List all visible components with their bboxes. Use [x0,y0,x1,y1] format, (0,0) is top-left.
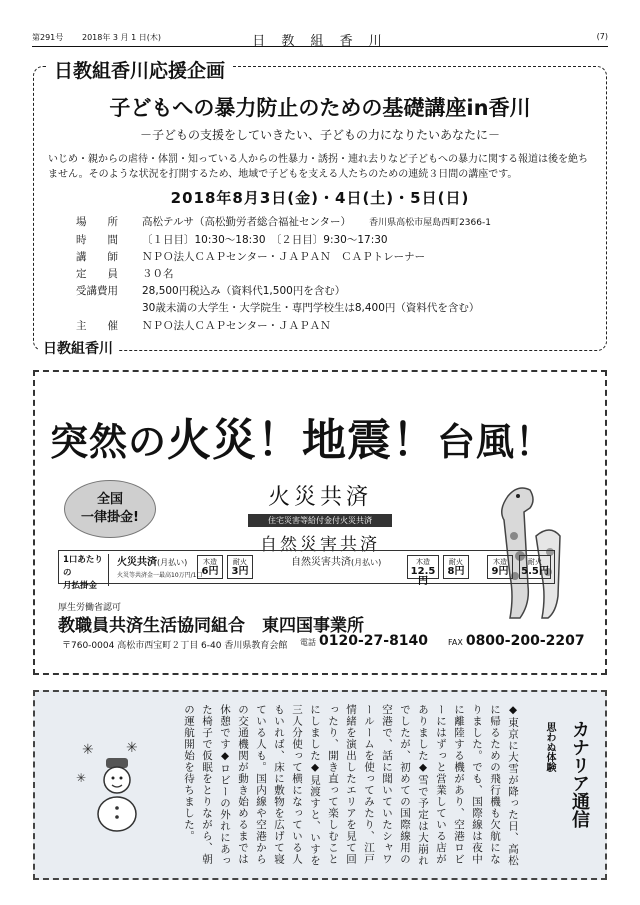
issue-date: 2018年 3 月 1 日(木) [82,33,161,42]
info-value: 〔１日目〕10:30～18:30 〔２日目〕9:30～17:30 [142,234,388,246]
rate-label: 木造 [203,558,217,566]
header-rule [32,46,608,47]
premium-rates-table [58,550,555,591]
rate-label: 木造 [493,558,507,566]
phone-label: 電話 [300,638,316,647]
fire-rate-note: 火災等共済金一最高10万円/1口 [117,572,203,579]
info-row-capacity [76,266,174,282]
lecture-subtitle: －子どもの支援をしていきたい、子どもの力になりたいあなたに－ [139,128,500,142]
info-label: 主 催 [76,320,118,332]
brand-natural: 自然災害共済 [260,535,380,555]
ad-brand-block [240,480,400,555]
info-value: 30歳未満の大学生・大学院生・専門学校生は8,400円（資料代を含む） [142,302,480,314]
rate-value: 12.5円 [410,566,436,587]
natural-wood-rate [407,555,439,587]
uniform-premium-badge [64,480,156,538]
info-value: ３０名 [142,268,174,280]
ad-headline [50,404,554,468]
ministry-approval: 厚生労働省認可 [58,603,122,613]
ad-headline-part: 突然の [50,420,168,464]
info-value: ＮＰＯ法人ＣＡＰセンター・ＪＡＰＡＮ ＣＡＰトレーナー [142,251,426,263]
rate-label: 耐火 [233,558,247,566]
svg-text:✳: ✳ [82,742,94,758]
lecture-dates: 2018年8月3日(金)・4日(土)・5日(日) [170,189,470,207]
fire-rate-unit: (月払い) [157,558,188,567]
fire-rate-name: 火災共済 [117,557,157,568]
natural-resistant-rate [443,555,469,579]
cooperative-address: 〒760-0004 高松市西宝町２丁目 6-40 香川県教育会館 [62,641,288,651]
info-row-fee-student [76,300,479,316]
cooperative-name: 教職員共済生活協同組合 東四国事業所 [58,616,364,636]
issue-number: 第291号 [32,33,64,42]
info-row-instructor [76,249,425,265]
info-row-fee [76,283,345,299]
page-header [32,30,608,49]
rate-label: 耐火 [528,558,542,566]
natural2-wood-rate [487,555,513,579]
info-label: 定 員 [76,268,118,280]
brand-fire-sub: 住宅災害等給付金付火災共済 [248,514,392,527]
snowman-icon [74,738,154,838]
info-row-time [76,232,388,248]
info-value: 高松テルサ（高松勤労者総合福祉センター） [142,216,352,228]
rates-heading-line: 1口あたりの [63,555,103,578]
badge-line: 一律掛金! [81,510,139,525]
lecture-title: 子どもへの暴力防止のための基礎講座in香川 [109,96,531,120]
column-subtitle: 思わぬ体験 [544,722,555,772]
rates-heading-line: 月払掛金 [63,581,98,591]
fire-resistant-rate [227,555,253,579]
section-footer-banner: 日教組香川 [38,338,118,358]
info-value: ＮＰＯ法人ＣＡＰセンター・ＪＡＰＡＮ [142,320,331,332]
rate-value: 3円 [231,566,249,577]
rate-value: 6円 [201,566,219,577]
page-number: (7) [596,32,608,41]
natural-rate-unit: (月払い) [351,558,382,567]
brand-fire: 火災共済 [267,485,372,510]
info-label: 場 所 [76,216,118,228]
fax-number [448,633,585,649]
lecture-intro: いじめ・親からの虐待・体罰・知っている人からの性暴力・誘拐・連れ去りなど子どもへの暴力に関する報道は後を絶ちません。そのような状況を打開するため、地域で子どもを支える人たちのための連続３日間の講座です。 [48,154,588,180]
info-label: 時 間 [76,234,118,246]
rate-label: 耐火 [449,558,463,566]
column-body: ◆東京に大雪が降った日、高松に帰るための飛行機も欠航になりました。でも、国際線は夜中に離陸する機があり、空港ロビーにはずっと営業している店がありました◆雪で予定は大崩れでしたが、初めての国際線用の空港で、話に聞いていたシャワールームを使ってみたり、江戸情緒を演出したエリアを見て回ったり、開き直って楽しむことにしました◆見渡すと、いすを三人分使って横になっている人もいれば、床に敷物を広げて寝ている人も。国内線や空港からの交通機関が動き始めるまでは休憩です◆ロビーの外れにあった椅子で仮眠をとりながら、朝の運航開始を待ちました。 [183,704,519,867]
column-title: カナリア通信 [569,720,590,828]
ad-headline-part: 地震！ [302,415,438,466]
phone-number [300,633,428,649]
info-label: 講 師 [76,251,118,263]
fax-value: 0800-200-2207 [465,633,585,649]
venue-address: 香川県高松市屋島西町2366-1 [369,218,491,228]
natural2-resistant-rate [519,555,551,579]
natural-rate-title [291,553,401,585]
badge-line: 全国 [96,492,123,507]
svg-text:✳: ✳ [76,771,87,785]
svg-text:✳: ✳ [126,740,138,756]
rate-value: 5.5円 [521,566,549,577]
info-row-organizer [76,318,331,334]
newspaper-name: 日 教 組 香 川 [252,34,388,49]
ad-headline-part: 台風！ [437,420,555,464]
fire-rate-title [117,553,207,585]
fax-label: FAX [448,638,463,647]
rate-value: 8円 [447,566,465,577]
ad-headline-part: 火災！ [167,415,303,466]
info-row-venue [76,214,491,230]
fire-wood-rate [197,555,223,579]
info-label: 受講費用 [76,285,118,297]
rate-label: 木造 [416,558,430,566]
info-value: 28,500円税込み（資料代1,500円を含む） [142,285,346,297]
natural-rate-name: 自然災害共済 [291,557,351,568]
rates-heading [63,554,109,591]
section-banner: 日教組香川応援企画 [48,56,231,83]
phone-value: 0120-27-8140 [319,633,429,649]
rate-value: 9円 [491,566,509,577]
